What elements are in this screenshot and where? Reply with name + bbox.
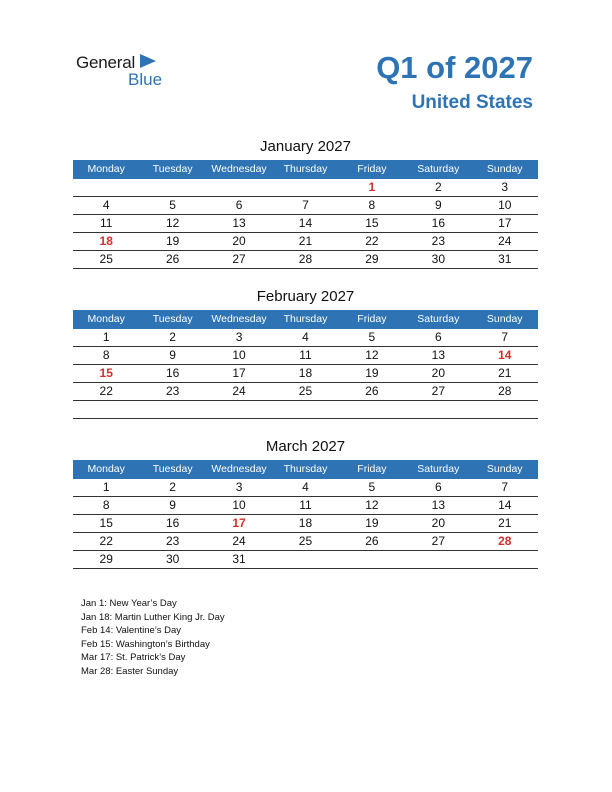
day-cell: 1: [102, 480, 110, 494]
weekday-label: Sunday: [486, 463, 523, 475]
weekday-label: Wednesday: [211, 313, 267, 325]
holiday-list-item: Feb 14: Valentine’s Day: [81, 625, 181, 636]
day-cell: 25: [99, 252, 113, 266]
day-cell: [405, 401, 471, 418]
month-title: March 2027: [265, 438, 346, 455]
weekday-label: Monday: [87, 313, 125, 325]
day-cell: 23: [165, 534, 180, 548]
day-cell: 19: [365, 516, 379, 530]
day-cell: 24: [498, 234, 512, 248]
day-cell: 16: [431, 216, 445, 230]
day-cell: [472, 551, 538, 568]
page-subtitle: United States: [411, 92, 533, 113]
day-cell: [139, 179, 205, 196]
weekday-label: Monday: [87, 163, 125, 175]
day-cell: 23: [431, 234, 445, 248]
holiday-list-item: Mar 28: Easter Sunday: [81, 665, 179, 677]
holiday-list-item: Jan 1: New Year’s Day: [81, 598, 177, 609]
day-cell: 30: [165, 552, 180, 566]
day-cell: 3: [501, 180, 509, 194]
day-cell: 21: [498, 366, 512, 380]
day-cell: 15: [365, 216, 379, 230]
day-cell: [73, 401, 139, 418]
brand-word-general: General: [76, 53, 136, 72]
week-row: [73, 329, 538, 347]
day-cell: 15: [99, 366, 113, 380]
day-cell: 10: [498, 198, 512, 212]
day-cell: 19: [165, 234, 180, 248]
day-cell: 1: [102, 330, 110, 344]
day-cell: 16: [165, 516, 180, 530]
day-cell: [139, 401, 205, 418]
weekday-label: Saturday: [417, 163, 460, 175]
day-cell: 31: [232, 552, 246, 566]
day-cell: 9: [434, 198, 442, 212]
day-cell: 27: [431, 534, 445, 548]
month-calendar-january: [73, 138, 538, 269]
day-cell: 29: [99, 552, 113, 566]
day-cell: [472, 401, 538, 418]
brand-word-blue: Blue: [128, 70, 163, 89]
holiday-list: [81, 597, 225, 678]
weekday-header: [73, 310, 538, 329]
day-cell: 22: [99, 534, 113, 548]
day-cell: 2: [169, 330, 176, 344]
day-cell: [73, 179, 139, 196]
day-cell: 27: [232, 252, 246, 266]
day-cell: 10: [232, 498, 246, 512]
day-cell: 10: [232, 348, 246, 362]
day-cell: 5: [169, 198, 176, 212]
day-cell: 3: [235, 480, 243, 494]
day-cell: 21: [298, 234, 313, 248]
day-cell: 21: [498, 516, 512, 530]
week-row: [73, 365, 538, 383]
day-cell: 11: [299, 348, 312, 362]
day-cell: 9: [169, 348, 176, 362]
day-cell: 24: [232, 534, 246, 548]
day-cell: 12: [365, 498, 379, 512]
day-cell: 14: [298, 216, 313, 230]
day-cell: 12: [165, 216, 180, 230]
day-cell: [272, 401, 338, 418]
day-cell: 22: [99, 384, 113, 398]
weekday-label: Friday: [357, 313, 387, 325]
weekday-label: Monday: [87, 463, 125, 475]
day-cell: 22: [365, 234, 379, 248]
week-row: [73, 347, 538, 365]
weekday-label: Tuesday: [152, 163, 193, 175]
weekday-label: Thursday: [283, 463, 328, 475]
day-cell: 13: [431, 498, 445, 512]
day-cell: 23: [165, 384, 180, 398]
holiday-list-item: Jan 18: Martin Luther King Jr. Day: [81, 611, 225, 623]
day-cell: 14: [498, 498, 512, 512]
week-row: [73, 233, 538, 251]
day-cell: 13: [232, 216, 246, 230]
day-cell: 5: [368, 330, 376, 344]
day-cell: 12: [365, 348, 379, 362]
day-cell: 18: [298, 516, 313, 530]
day-cell: 2: [169, 480, 176, 494]
day-cell: 7: [302, 198, 309, 212]
weekday-label: Friday: [357, 463, 387, 475]
week-row: [73, 533, 538, 551]
day-cell: 17: [232, 366, 246, 380]
day-cell: 17: [498, 216, 512, 230]
day-cell: 16: [165, 366, 180, 380]
day-cell: [206, 401, 272, 418]
day-cell: [272, 179, 338, 196]
day-cell: 28: [498, 384, 512, 398]
day-cell: 4: [102, 198, 110, 212]
weekday-header: [73, 160, 538, 179]
day-cell: 11: [299, 498, 312, 512]
day-cell: 14: [498, 348, 512, 362]
weekday-label: Wednesday: [211, 463, 267, 475]
weekday-label: Thursday: [283, 313, 328, 325]
week-row: [73, 479, 538, 497]
day-cell: 20: [431, 516, 445, 530]
day-cell: 6: [235, 198, 243, 212]
day-cell: 9: [169, 498, 176, 512]
week-row: [73, 515, 538, 533]
week-row: [73, 401, 538, 419]
day-cell: 28: [298, 252, 313, 266]
weekday-label: Saturday: [417, 313, 460, 325]
day-cell: 3: [235, 330, 243, 344]
day-cell: 8: [102, 498, 110, 512]
day-cell: 19: [365, 366, 379, 380]
day-cell: 7: [501, 330, 509, 344]
day-cell: 20: [232, 234, 246, 248]
day-cell: 13: [431, 348, 445, 362]
day-cell: 8: [102, 348, 110, 362]
day-cell: 11: [99, 216, 113, 230]
weekday-label: Sunday: [486, 313, 523, 325]
month-title: January 2027: [260, 138, 351, 155]
month-title: February 2027: [256, 288, 355, 305]
day-cell: 24: [232, 384, 246, 398]
day-cell: 1: [368, 180, 376, 194]
day-cell: 28: [498, 534, 512, 548]
month-calendar-march: [73, 438, 538, 569]
week-row: [73, 551, 538, 569]
weekday-label: Sunday: [486, 163, 523, 175]
day-cell: 6: [434, 330, 442, 344]
day-cell: 18: [99, 234, 113, 248]
weekday-label: Saturday: [417, 463, 460, 475]
day-cell: [206, 179, 272, 196]
day-cell: 2: [434, 180, 442, 194]
day-cell: 4: [302, 330, 309, 344]
day-cell: 18: [298, 366, 313, 380]
page-title: Q1 of 2027: [376, 50, 533, 85]
brand-logo: [76, 52, 186, 92]
day-cell: 30: [431, 252, 445, 266]
day-cell: [405, 551, 471, 568]
weekday-label: Friday: [357, 163, 387, 175]
week-row: [73, 197, 538, 215]
day-cell: 27: [431, 384, 445, 398]
week-row: [73, 497, 538, 515]
month-calendar-february: [73, 288, 538, 419]
day-cell: [339, 401, 405, 418]
day-cell: 26: [365, 534, 379, 548]
week-row: [73, 251, 538, 269]
holiday-list-item: Feb 15: Washington’s Birthday: [81, 638, 210, 650]
weekday-label: Tuesday: [152, 463, 193, 475]
day-cell: 31: [498, 252, 512, 266]
day-cell: 25: [298, 384, 313, 398]
day-cell: 6: [434, 480, 442, 494]
week-row: [73, 215, 538, 233]
weekday-label: Tuesday: [152, 313, 193, 325]
holiday-list-item: Mar 17: St. Patrick’s Day: [81, 652, 186, 663]
day-cell: [339, 551, 405, 568]
day-cell: 7: [501, 480, 509, 494]
day-cell: 5: [368, 480, 376, 494]
weekday-label: Thursday: [283, 163, 328, 175]
day-cell: 29: [365, 252, 379, 266]
week-row: [73, 179, 538, 197]
week-row: [73, 383, 538, 401]
day-cell: 15: [99, 516, 113, 530]
day-cell: 8: [368, 198, 376, 212]
weekday-label: Wednesday: [211, 163, 267, 175]
day-cell: 20: [431, 366, 445, 380]
logo-triangle-icon: [140, 54, 156, 68]
day-cell: 17: [232, 516, 246, 530]
day-cell: 4: [302, 480, 309, 494]
day-cell: 25: [298, 534, 313, 548]
day-cell: 26: [365, 384, 379, 398]
day-cell: 26: [165, 252, 180, 266]
weekday-header: [73, 460, 538, 479]
day-cell: [272, 551, 338, 568]
